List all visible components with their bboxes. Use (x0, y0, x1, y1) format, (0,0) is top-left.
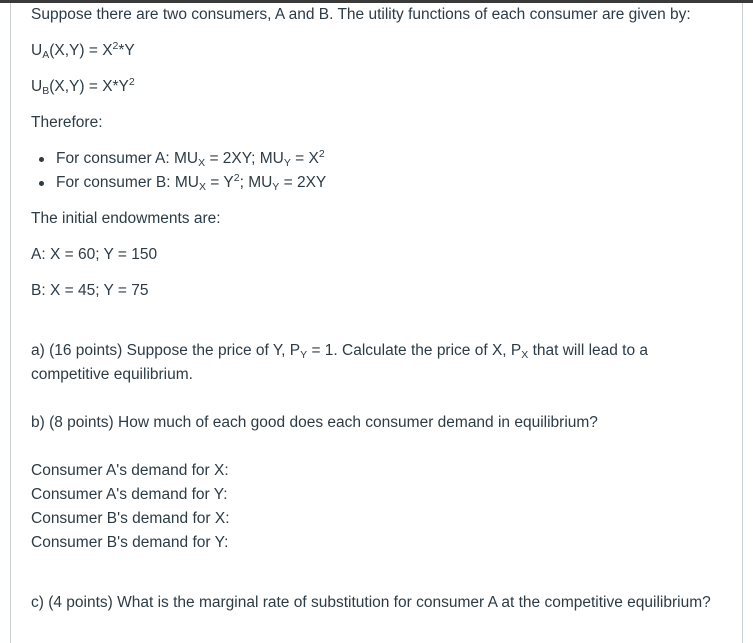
demand-b-y: Consumer B's demand for Y: (31, 534, 229, 551)
bullet-consumer-a: For consumer A: $MU_X = 2XY$; $MU_Y = X^2$ (31, 147, 326, 171)
endowment-b: B: X = 45; Y = 75 (31, 282, 149, 299)
demand-b-x: Consumer B's demand for X: (31, 510, 230, 527)
endowment-a: A: X = 60; Y = 150 (31, 246, 158, 263)
utility-a: $U_A(X,Y) = X^2*Y$ (31, 40, 135, 61)
intro-text: Suppose there are two consumers, A and B. The utility functions of each consumer are given by: (31, 6, 691, 23)
marginal-utility-list (31, 147, 326, 195)
bullet-consumer-b: For consumer B: $MU_X = Y^2$; $MU_Y = 2XY$ (31, 171, 326, 195)
question-c: c) (4 points) What is the marginal rate of substitution for consumer A at the competitive equilibrium? (31, 594, 711, 611)
question-panel (10, 3, 743, 643)
demand-a-y: Consumer A's demand for Y: (31, 486, 228, 503)
endowments-intro: The initial endowments are: (31, 210, 221, 227)
question-b: b) (8 points) How much of each good does each consumer demand in equilibrium? (31, 414, 598, 431)
utility-b: $U_B(X,Y) = X*Y^2$ (31, 76, 135, 97)
therefore-text: Therefore: (31, 114, 103, 131)
question-a: a) (16 points) Suppose the price of Y, $P_Y = 1$. Calculate the price of X, $P_X$ that will lead to a competitive equilibrium. (31, 342, 649, 383)
demand-a-x: Consumer A's demand for X: (31, 462, 229, 479)
